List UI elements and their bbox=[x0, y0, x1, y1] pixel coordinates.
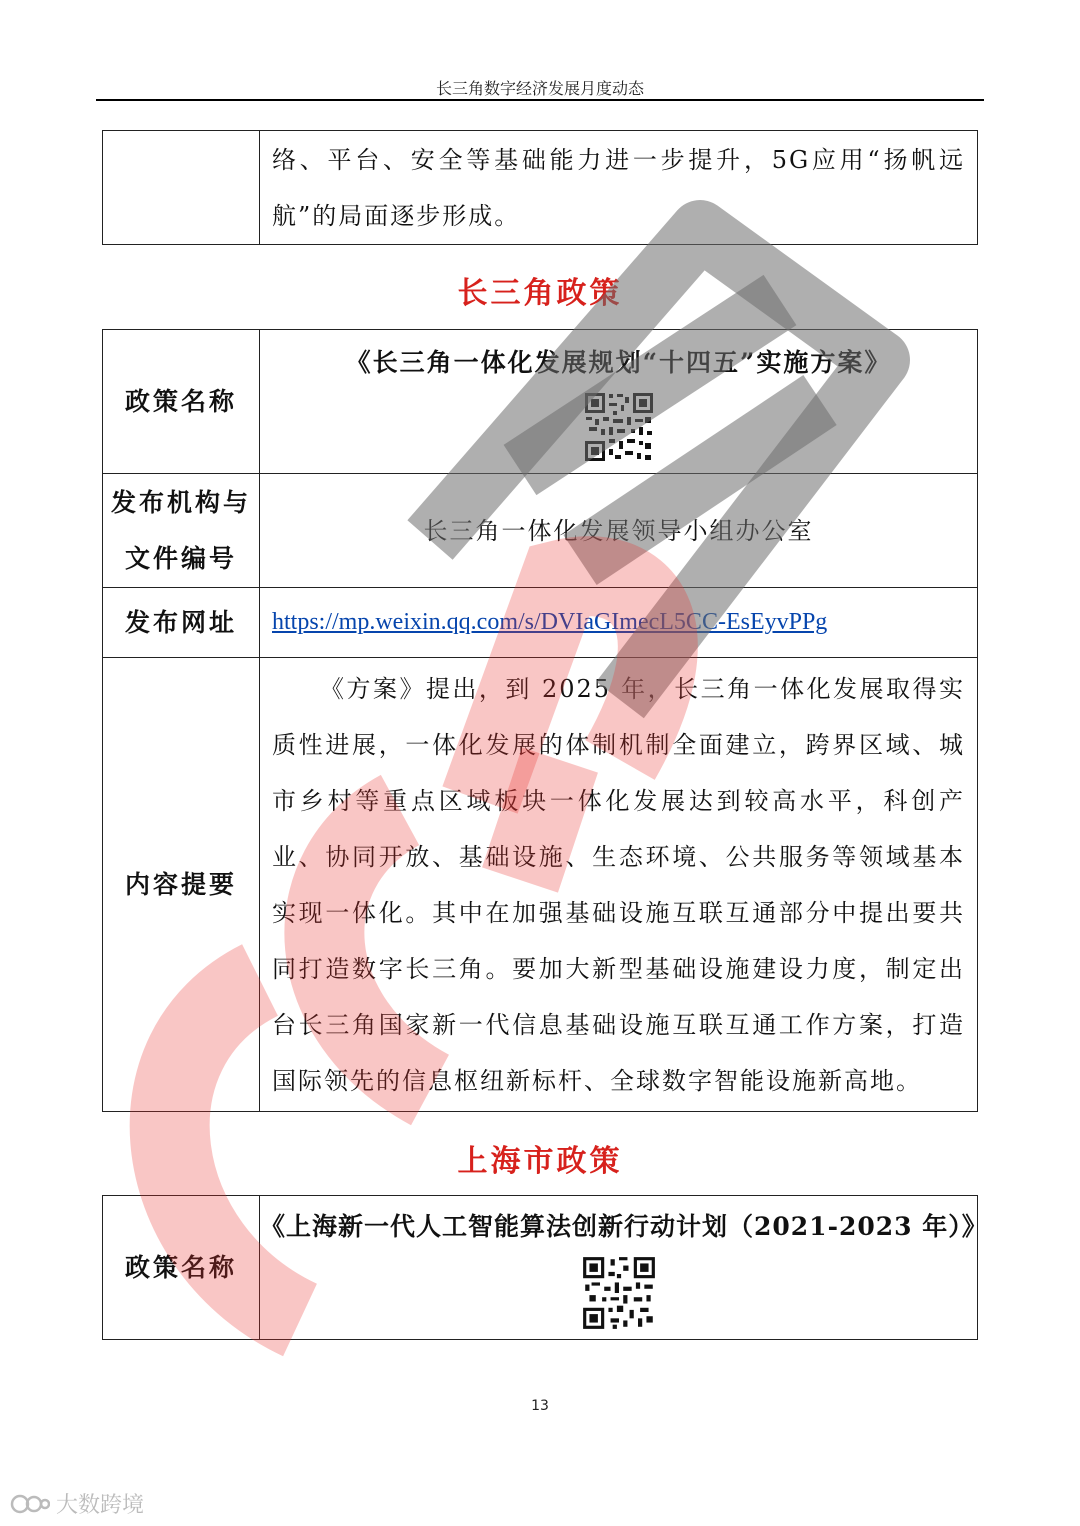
policy-url-link[interactable]: https://mp.weixin.qq.com/s/DVIaGImecL5CC-EsEyvPPg bbox=[272, 609, 828, 635]
brand-text: 大数跨境 bbox=[56, 1493, 145, 1518]
policy-name: 《长三角一体化发展规划“十四五”实施方案》 bbox=[345, 347, 892, 377]
row-summary bbox=[103, 658, 978, 1112]
header-rule bbox=[96, 99, 984, 101]
continuation-cell bbox=[260, 131, 978, 245]
row-policy-name bbox=[103, 330, 978, 474]
issuer-text: 长三角一体化发展领导小组办公室 bbox=[423, 516, 814, 545]
section-title-yangtze: 长三角政策 bbox=[457, 276, 623, 311]
section-title-shanghai: 上海市政策 bbox=[457, 1144, 623, 1179]
continuation-table bbox=[102, 130, 978, 245]
row-policy-name-shanghai bbox=[103, 1196, 978, 1340]
continuation-text: 络、平台、安全等基础能力进一步提升，5G应用“扬帆远航”的局面逐步形成。 bbox=[272, 145, 965, 230]
url-label: 发布网址 bbox=[103, 588, 260, 658]
policy-name-cell bbox=[260, 330, 978, 474]
policy-name-label-shanghai: 政策名称 bbox=[103, 1196, 260, 1340]
policy-name-label: 政策名称 bbox=[103, 330, 260, 474]
brand-mark bbox=[10, 1488, 144, 1519]
running-header: 长三角数字经济发展月度动态 bbox=[435, 79, 644, 98]
issuer-cell bbox=[260, 474, 978, 588]
qr-code-icon bbox=[581, 1255, 657, 1331]
summary-label: 内容提要 bbox=[103, 658, 260, 1112]
row-url bbox=[103, 588, 978, 658]
policy-name-cell-shanghai bbox=[260, 1196, 988, 1340]
brand-logo-icon bbox=[10, 1492, 50, 1516]
qr-code-icon bbox=[583, 391, 655, 463]
issuer-label: 发布机构与文件编号 bbox=[103, 474, 260, 588]
policy-table-yangtze bbox=[102, 329, 978, 1112]
summary-text: 《方案》提出，到 2025 年，长三角一体化发展取得实质性进展，一体化发展的体制机制全面建立，跨界区域、城市乡村等重点区域板块一体化发展达到较高水平，科创产业、协同开放、基础设施、生态环境、公共服务等领域基本实现一体化。其中在加强基础设施互联互通部分中提出要共同打造数字长三角。要加大新型基础设施建设力度，制定出台长三角国家新一代信息基础设施互联互通工作方案，打造国际领先的信息枢纽新标杆、全球数字智能设施新高地。 bbox=[272, 674, 965, 1095]
policy-table-shanghai bbox=[102, 1195, 988, 1340]
continuation-label-cell bbox=[103, 131, 260, 245]
page-number: 13 bbox=[531, 1398, 549, 1414]
url-cell bbox=[260, 588, 978, 658]
summary-cell bbox=[260, 658, 978, 1112]
row-issuer bbox=[103, 474, 978, 588]
policy-name-shanghai: 《上海新一代人工智能算法创新行动计划（2021-2023 年）》 bbox=[260, 1211, 988, 1241]
